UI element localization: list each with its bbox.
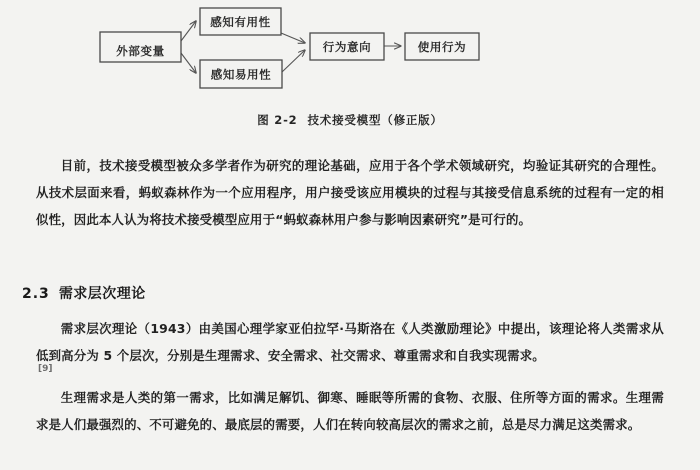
- node-label-perceived-usefulness: 感知有用性: [210, 15, 271, 29]
- paragraph-1: 目前，技术接受模型被众多学者作为研究的理论基础，应用于各个学术领域研究，均验证其研究的合理性。从技术层面来看，蚂蚁森林作为一个应用程序，用户接受该应用模块的过程与其接受信息系统的过程有一定的相似性，因此本人认为将技术接受模型应用于“蚂蚁森林用户参与影响因素研究”是可行的。: [36, 158, 664, 227]
- node-label-behavioral-intention: 行为意向: [322, 40, 372, 54]
- section-heading-block: [22, 281, 662, 307]
- node-behavioral-intention: [310, 33, 384, 60]
- section-heading-2-3: [22, 281, 662, 307]
- figure-caption-number: 图 2-2: [257, 113, 298, 127]
- paragraph-2: 需求层次理论（1943）由美国心理学家亚伯拉罕·马斯洛在《人类激励理论》中提出，该理论将人类需求从低到高分为 5 个层次，分别是生理需求、安全需求、社交需求、尊重需求和自我实现需求。: [36, 321, 664, 363]
- citation-block: [38, 361, 238, 378]
- section-title: 需求层次理论: [58, 286, 146, 302]
- figure-technology-acceptance-model: [0, 0, 700, 108]
- node-label-perceived-ease-of-use: 感知易用性: [210, 67, 272, 82]
- arrow-external-to-ease: [181, 53, 196, 73]
- citation-marker: [9]: [38, 364, 53, 374]
- figure-caption-text: 技术接受模型（修正版）: [307, 113, 443, 127]
- arrow-external-to-usefulness: [181, 21, 196, 41]
- node-label-external-variables: 外部变量: [116, 44, 165, 58]
- figure-nodes: [100, 8, 479, 88]
- paragraph-3: 生理需求是人类的第一需求，比如满足解饥、御寒、睡眠等所需的食物、衣服、住所等方面的需求。生理需求是人们最强烈的、不可避免的、最底层的需要，人们在转向较高层次的需求之前，总是尽力满足这类需求。: [36, 390, 664, 432]
- paragraph-block-1: [36, 152, 664, 233]
- arrow-usefulness-to-intention: [281, 33, 305, 43]
- node-external-variables: [100, 32, 181, 62]
- section-number: 2.3: [22, 286, 50, 302]
- figure-caption: [0, 112, 700, 128]
- node-label-usage-behavior: 使用行为: [417, 40, 467, 54]
- arrow-ease-to-intention: [282, 50, 305, 72]
- node-usage-behavior: [405, 33, 479, 60]
- paragraph-block-3: [36, 384, 664, 438]
- node-perceived-usefulness: [200, 8, 281, 35]
- node-perceived-ease-of-use: [200, 60, 282, 88]
